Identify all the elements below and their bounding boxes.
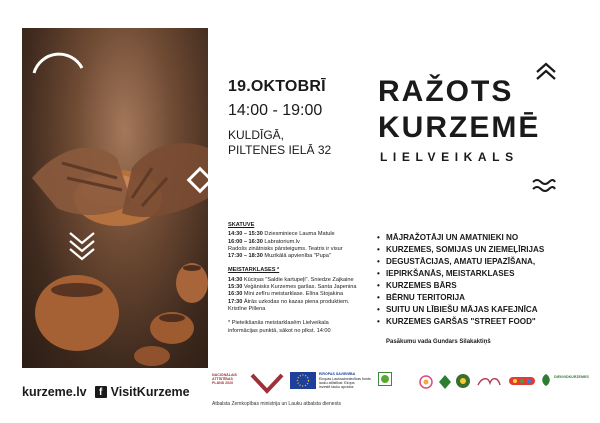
partner-logo-icon: [540, 373, 552, 387]
schedule-workshops-title: MEISTARKLASES *: [228, 267, 280, 274]
host-credit: Pasākumu vada Gundars Silakaktiņš: [386, 339, 491, 345]
partner-logo-icon: [508, 374, 536, 388]
eu-line3: investē lauku apvidos: [319, 385, 354, 389]
feature-item: • KURZEMES GARŠAS "STREET FOOD": [376, 316, 544, 328]
wave-ornament-icon: [532, 178, 556, 194]
leader-logo-icon: [378, 372, 392, 386]
latvia-ministry-logo-icon: [250, 371, 284, 395]
eu-line1: Eiropas Lauksaimniecības fonds: [319, 377, 371, 381]
facebook-icon: f: [95, 386, 107, 398]
schedule-note-line2: informācijas punktā, sākot no plkst. 14:00: [228, 327, 331, 334]
eu-flag-icon: [290, 372, 316, 389]
website-link[interactable]: kurzeme.lv: [22, 385, 87, 399]
event-place-street: PILTENES IELĀ 32: [228, 143, 332, 157]
partner-logo-icon: [455, 373, 471, 389]
feature-item: • SUITU UN LĪBIEŠU MĀJAS KAFEJNĪCA: [376, 304, 544, 316]
feature-item: • KURZEMES BĀRS: [376, 280, 544, 292]
schedule-row: 16:00 – 16:30 Labratorium.lv: [228, 238, 300, 245]
schedule-row: 16:30 Mini zefīru meistarklase. Elīna Stojakina: [228, 291, 344, 298]
feature-list: [376, 232, 544, 328]
event-place-city: KULDĪGĀ,: [228, 128, 285, 142]
schedule-row: 17:30 Ātrās uzkodas no kazas piena produktiem.: [228, 298, 350, 305]
nap-logo-text: NACIONĀLAIS ATTĪSTĪBAS PLĀNS 2020: [212, 373, 237, 386]
hero-photo-pottery: [22, 28, 208, 368]
eu-title: EIROPAS SAVIENĪBA: [319, 372, 356, 376]
schedule-note-line1: * Pieteikšanās meistarklasēm Lielveikala: [228, 320, 329, 327]
schedule-row: 15:30 Veģānisks Kurzemes garšas. Santa Japenina: [228, 284, 357, 291]
schedule-stage-title: SKATUVE: [228, 222, 255, 228]
support-text: Atbalsta Zemkopības ministrija un Lauku atbalsta dienests: [212, 401, 341, 407]
social-handle-link[interactable]: VisitKurzeme: [110, 385, 190, 399]
feature-item: • DEGUSTĀCIJAS, AMATU IEPAZĪŠANA,: [376, 256, 544, 268]
partner-logo-text: DIENVIDKURZEMES: [554, 375, 589, 379]
feature-item: • BĒRNU TERITORIJA: [376, 292, 544, 304]
schedule-row: 14:30 Kūciņas "Saldie kartupeļi". Sniedze Zajkaine: [228, 276, 354, 283]
event-date: 19.OKTOBRĪ: [228, 78, 326, 95]
schedule-row: Radošs zinātnisks pārsteigums. Teatris ir visur: [228, 245, 343, 252]
brand-title-line2: KURZEMĒ: [378, 111, 541, 144]
chevron-up-ornament-icon: [535, 62, 557, 84]
schedule-row: 14:30 – 15:30 Dziesminiece Lauma Matule: [228, 231, 335, 238]
feature-item-continued: • KURZEMES, SOMIJAS UN ZIEMEĻĪRIJAS: [376, 244, 544, 256]
footer-links: [22, 385, 190, 399]
event-time: 14:00 - 19:00: [228, 102, 323, 119]
chevron-down-ornament-icon: [70, 233, 94, 259]
feature-item: • MĀJRAŽOTĀJI UN AMATNIEKI NO: [376, 232, 544, 244]
partner-logo-icon: [438, 374, 452, 390]
sponsor-logos: [212, 370, 589, 400]
partner-logo-icon: [418, 374, 434, 390]
schedule: [228, 222, 378, 335]
schedule-row: Kristīne Pillena: [228, 305, 266, 312]
brand-subtitle: LIELVEIKALS: [380, 150, 519, 164]
feature-item-continued: • IEPIRKŠANĀS, MEISTARKLASES: [376, 268, 544, 280]
brand-title-line1: RAŽOTS: [378, 75, 514, 108]
eu-line2: lauku attīstībai: Eiropa: [319, 381, 355, 385]
schedule-row: 17:30 – 18:30 Muzikālā apvienība "Pupa": [228, 253, 331, 260]
partner-logo-icon: [476, 375, 502, 389]
arc-ornament-icon: [34, 54, 82, 73]
